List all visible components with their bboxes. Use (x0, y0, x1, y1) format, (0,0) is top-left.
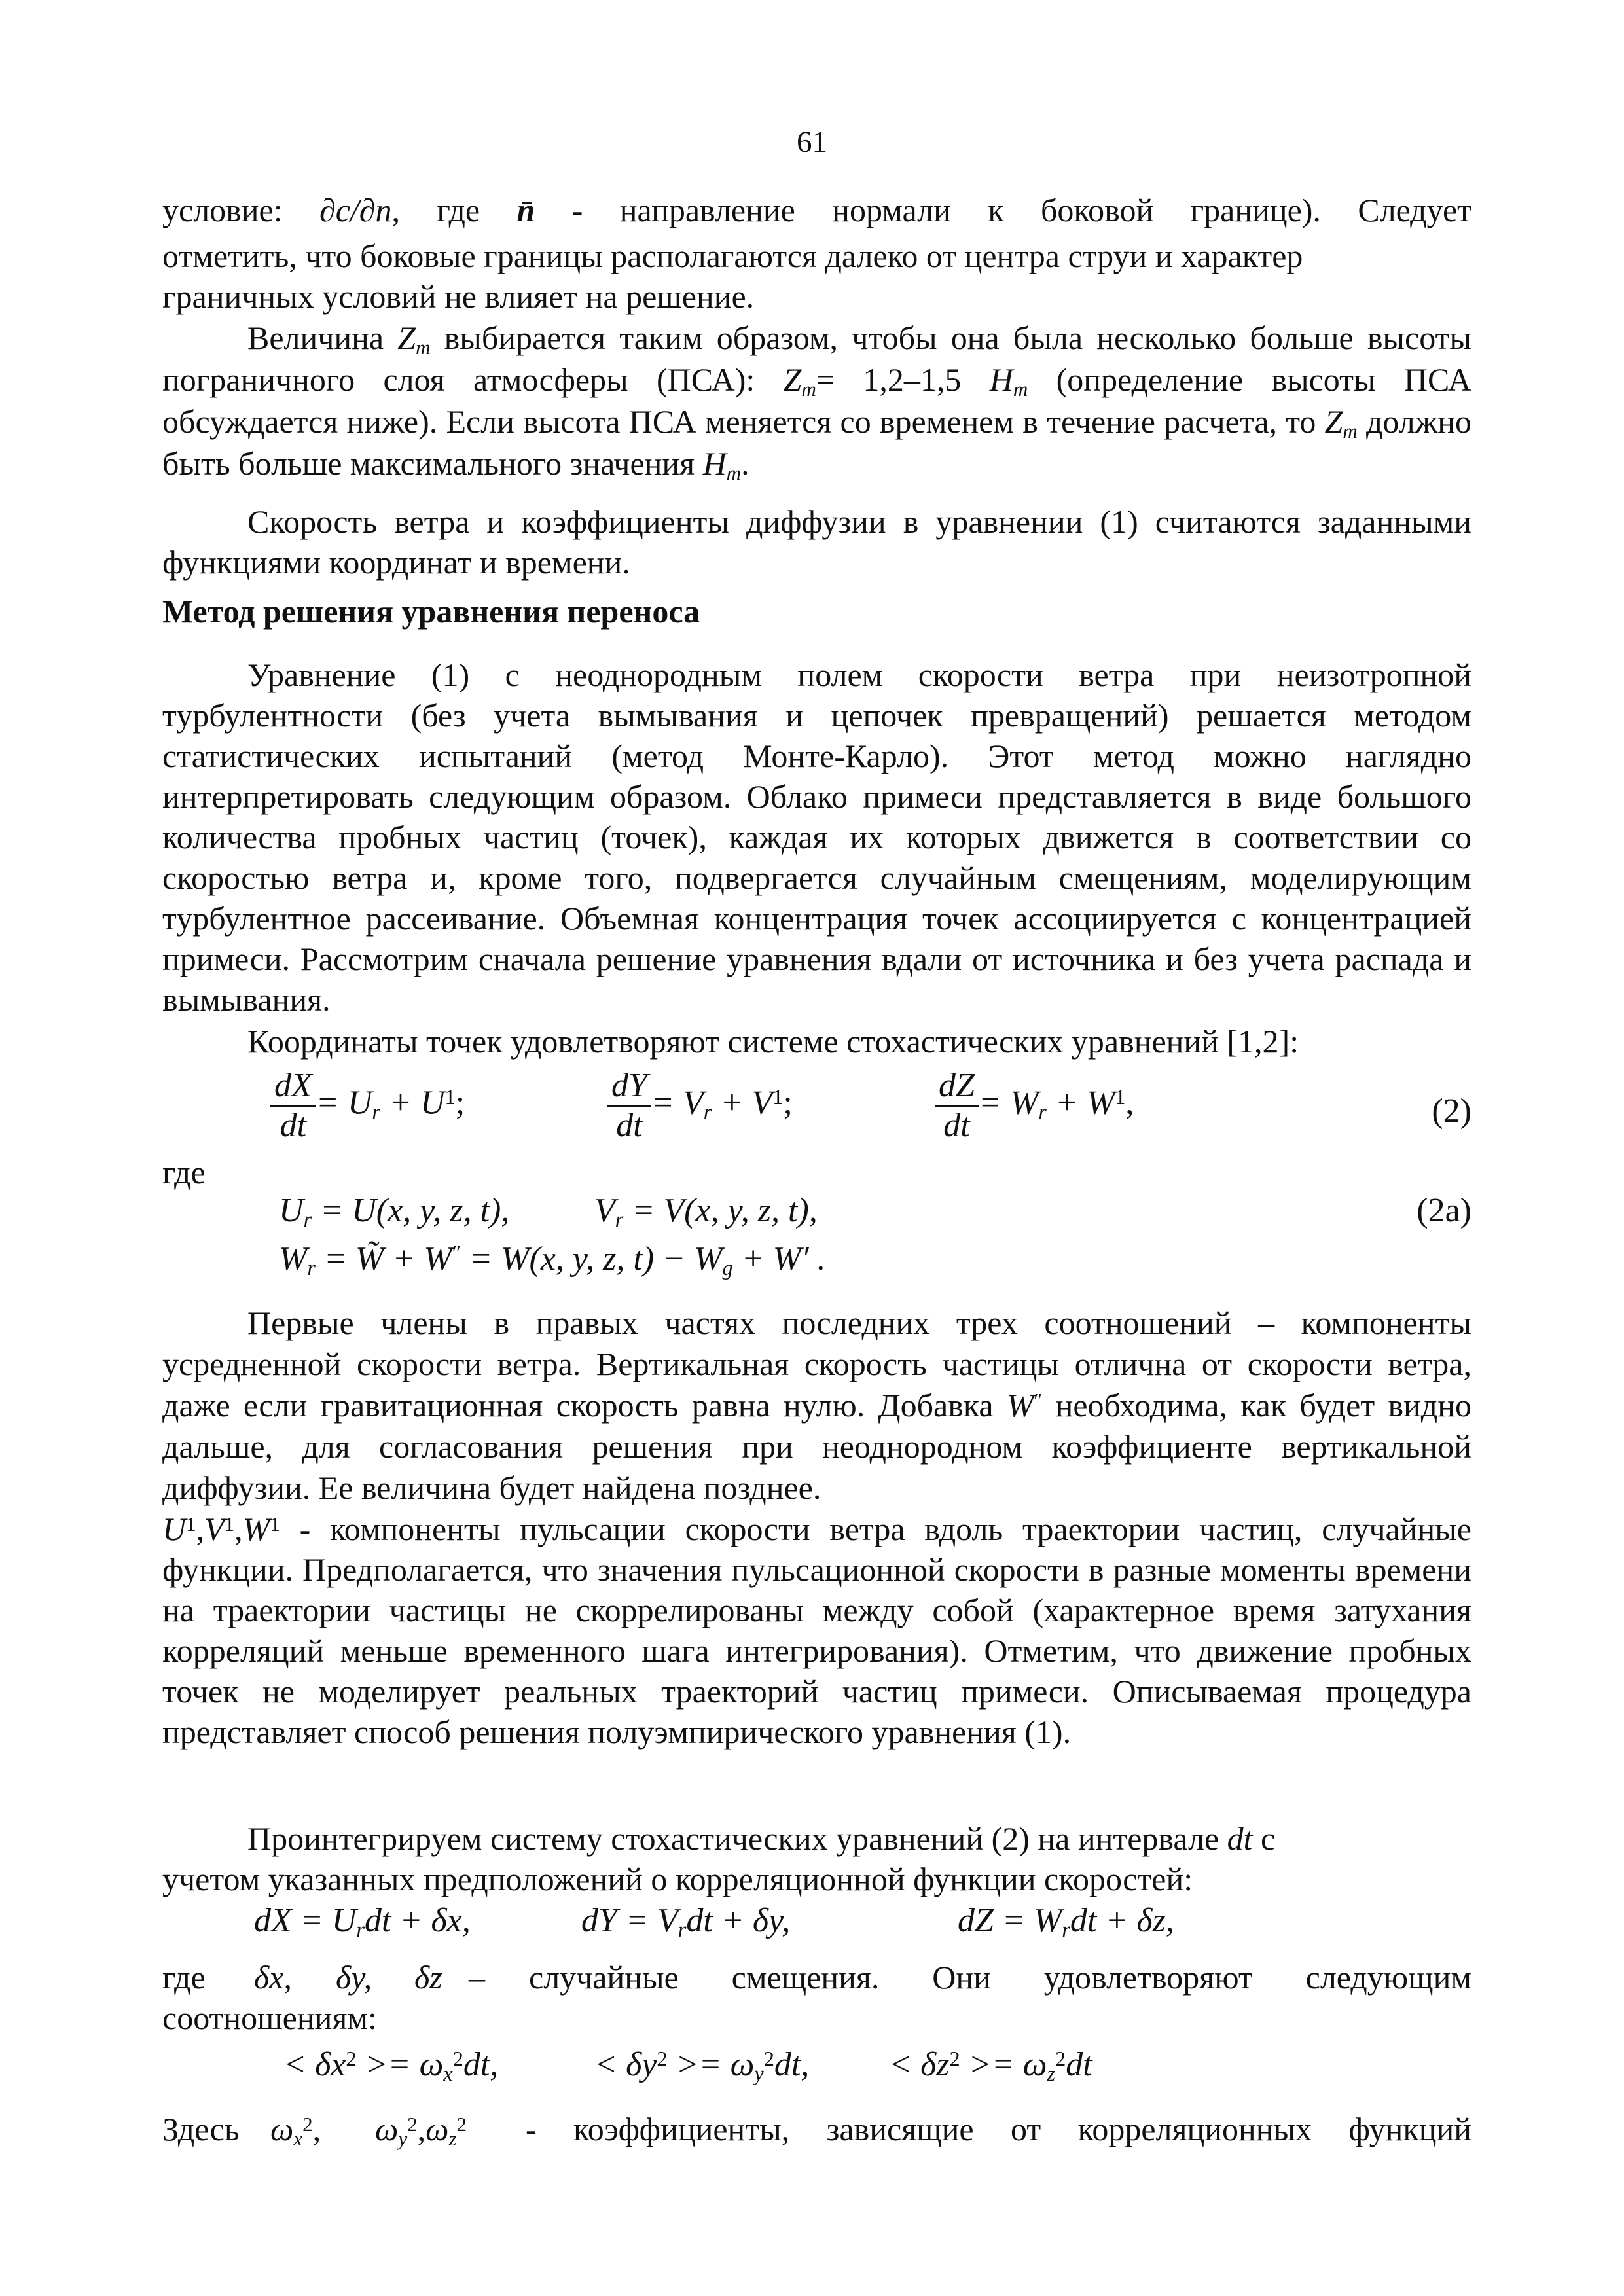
eq3-dy: dY = $V_rdt + \delta y$, (581, 1902, 791, 1942)
eq3-dx: dX = $U_rdt + \delta x$, (254, 1902, 471, 1942)
dc-dn-formula: ∂c/∂n (319, 192, 392, 228)
page-number: 61 (797, 125, 827, 159)
equation-3 (162, 1901, 1471, 1947)
para3: Скорость ветра и коэффициенты диффузии в уравнении (1) считаются заданными функциями координат и времени. (162, 503, 1471, 581)
eq4-z: < $\delta z^2 >= \omega_z^2dt$ (889, 2046, 1092, 2086)
para8-line1: Проинтегрируем систему стохастических уравнений (2) на интервале dt с (247, 1820, 1276, 1857)
eq3-dz: dZ = $W_rdt + \delta z$, (958, 1902, 1174, 1942)
para7: $U^1,V^1,W^1$ - компоненты пульсации скорости ветра вдоль траектории частиц, случайные функции. Предполагается, что значения пульсационной скорости в разные моменты времени на траектории частицы не скоррелированы между собой (характерное время затухания корреляций меньше временного шага интегрирования). Отметим, что движение пробных точек не моделирует реальных траекторий частиц примеси. Описываемая процедура представляет способ решения полуэмпирического уравнения (1). (162, 1511, 1471, 1750)
section-heading: Метод решения уравнения переноса (162, 593, 700, 630)
normal-vector-symbol: n̄ (516, 192, 535, 228)
equation-2a (162, 1191, 1471, 1283)
eq4-y: < $\delta y^2 >= \omega_y^2dt$, (594, 2046, 810, 2086)
eq4-x: < $\delta x^2 >= \omega_x^2dt$, (283, 2046, 499, 2086)
para8-line2: учетом указанных предположений о корреляционной функции скоростей: (162, 1861, 1193, 1897)
eq2a-line2-w: $W_r$ = W̃ + W″ = W(x, y, z, $t) - W_g + W'$ . (279, 1240, 826, 1280)
para4: Уравнение (1) с неоднородным полем скорости ветра при неизотропной турбулентности (без учета вымывания и цепочек превращений) решается методом статистических испытаний (метод Монте-Карло). Этот метод можно наглядно интерпретировать следующим образом. Облако примеси представляется в виде большого количества пробных частиц (точек), каждая их которых движется в соответствии со скоростью ветра и, кроме того, подвергается случайным смещениям, моделирующим турбулентное рассеивание. Объемная концентрация точек ассоциируется с концентрацией примеси. Рассмотрим сначала решение уравнения вдали от источника и без учета распада и вымывания. (162, 656, 1471, 1018)
equation-4 (162, 2045, 1471, 2091)
para1-line2: отметить, что боковые границы располагаются далеко от центра струи и характер (162, 238, 1303, 274)
para9-line2: соотношениям: (162, 2000, 377, 2036)
para6: Первые члены в правых частях последних трех соотношений – компоненты усредненной скорости ветра. Вертикальная скорость частицы отлична от скорости ветра, даже если гравитационная скорость равна нулю. Добавка W″ необходима, как будет видно дальше, для согласования решения при неоднородном коэффициенте вертикальной диффузии. Ее величина будет найдена позднее. (162, 1304, 1472, 1506)
eq2a-line1-u: $U_r = U(x$, y, z, t), (279, 1192, 510, 1232)
eq2-term-y: $\frac{dY}{dt}$ = $V_r + V^1$; (607, 1067, 793, 1145)
eq2a-number: (2a) (1416, 1192, 1471, 1229)
eq2a-line1-v: $V_r = V(x$, y, z, t), (594, 1192, 818, 1232)
gde-label: где (162, 1154, 206, 1191)
eq2-term-z: $\frac{dZ}{dt}$ = $W_r + W^1$, (935, 1067, 1134, 1145)
eq2-term-x: $\frac{dX}{dt}$ = $U_r + U^1$; (270, 1067, 465, 1145)
equation-2 (162, 1067, 1471, 1165)
eq2-number: (2) (1432, 1092, 1471, 1130)
para1-line3: граничных условий не влияет на решение. (162, 278, 755, 315)
para5: Координаты точек удовлетворяют системе стохастических уравнений [1,2]: (247, 1023, 1299, 1060)
para1-line1: условие: ∂c/∂n, где n̄ - направление нормали к боковой границе). Следует (162, 192, 1472, 228)
para2: Величина $Z_m$ выбирается таким образом, чтобы она была несколько больше высоты пограничного слоя атмосферы (ПСА): $Z_m= 1,2-1,5$ $H_m$ (определение высоты ПСА обсуждается ниже). Если высота ПСА меняется со временем в течение расчета, то $Z_m$ должно быть больше максимального значения $H_m$. (162, 319, 1472, 484)
